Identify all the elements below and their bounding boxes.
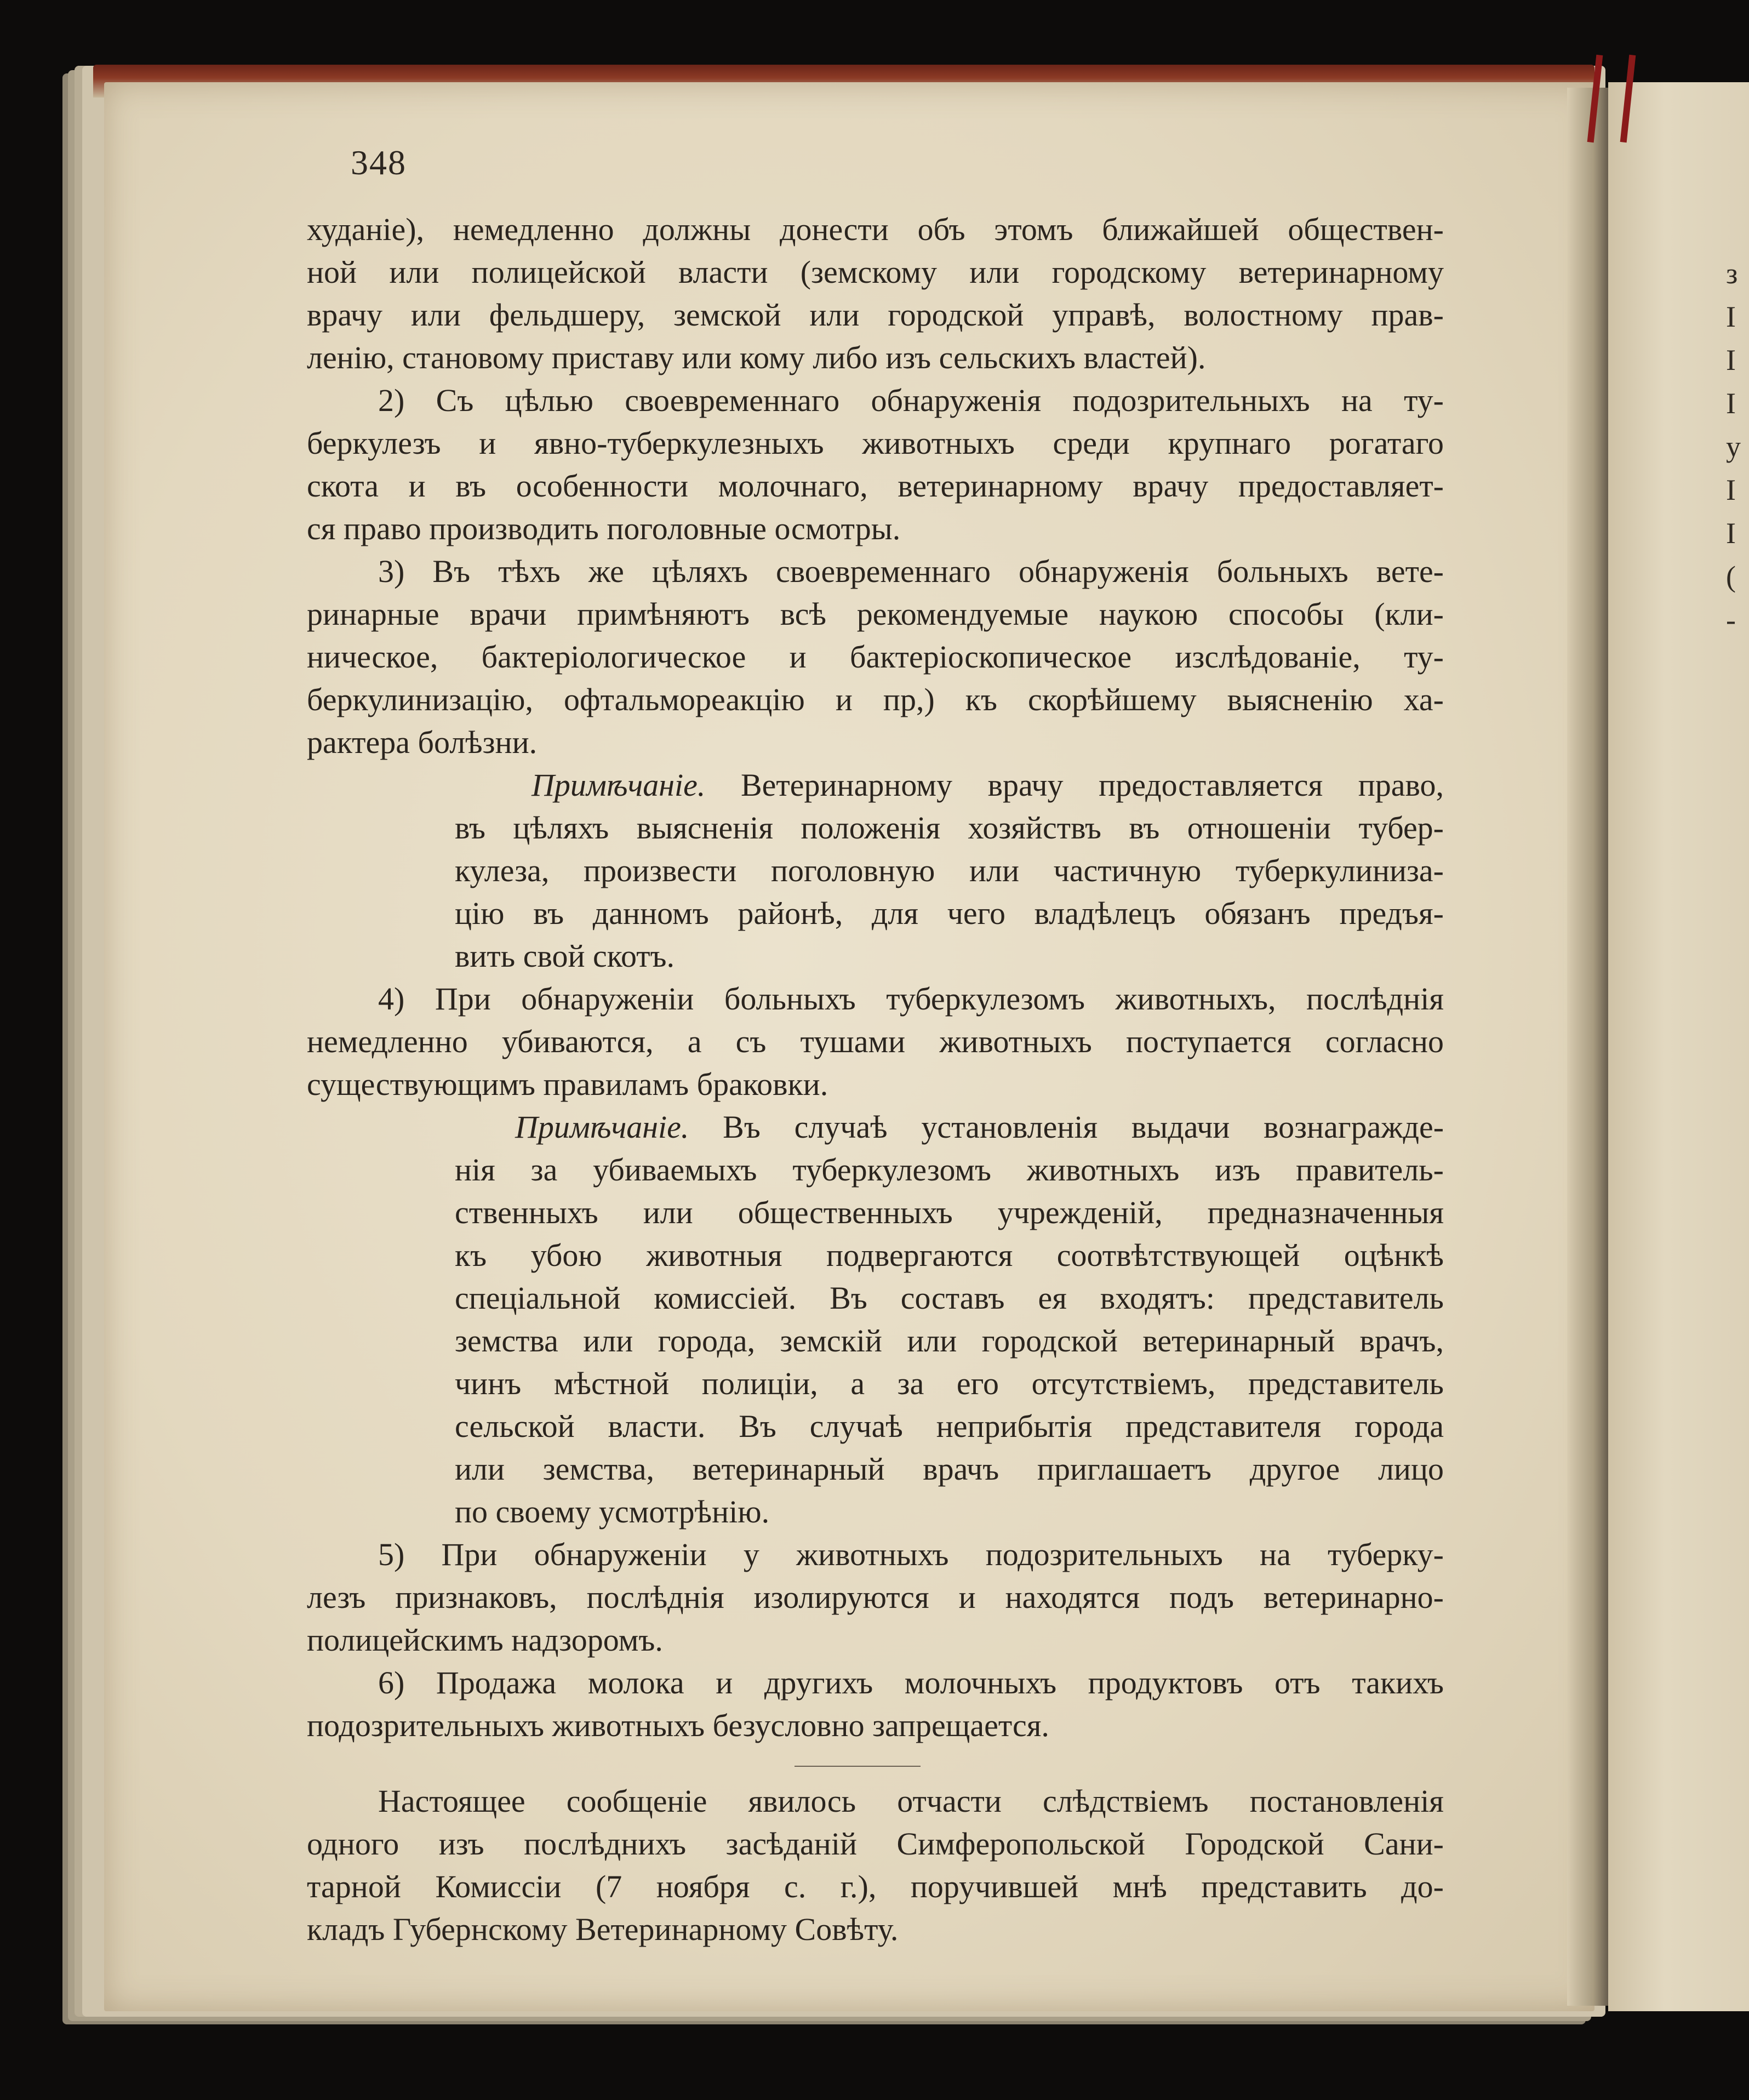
text-line: рактера болѣзни. bbox=[307, 724, 538, 760]
item-6-line: 6) Продажа молока и другихъ молочныхъ продуктовъ отъ такихъ bbox=[378, 1665, 1444, 1700]
note-line: кулеза, произвести поголовную или частичную туберкулиниза- bbox=[455, 853, 1444, 888]
text-line: полицейскимъ надзоромъ. bbox=[307, 1622, 663, 1658]
body-text bbox=[307, 208, 1444, 1951]
note-line: въ цѣляхъ выясненія положенія хозяйствъ въ отношеніи тубер- bbox=[455, 810, 1444, 846]
text-line: немедленно убиваются, а съ тушами животныхъ поступается согласно bbox=[307, 1024, 1444, 1059]
closing-paragraph-line: Настоящее сообщеніе явилось отчасти слѣдствіемъ постановленія bbox=[378, 1783, 1444, 1819]
section-divider bbox=[795, 1766, 921, 1767]
note-line: или земства, ветеринарный врачъ приглашаетъ другое лицо bbox=[455, 1451, 1444, 1487]
note-line: нія за убиваемыхъ туберкулезомъ животныхъ изъ правитель- bbox=[455, 1152, 1444, 1188]
text-line: беркулинизацію, офтальмореакцію и пр,) къ скорѣйшему выясненію ха- bbox=[307, 682, 1444, 717]
text-line: худаніе), немедленно должны донести объ этомъ ближайшей обществен- bbox=[307, 212, 1444, 247]
text-line: подозрительныхъ животныхъ безусловно запрещается. bbox=[307, 1708, 1049, 1743]
text-line: ся право производить поголовные осмотры. bbox=[307, 511, 901, 546]
note-line: вить свой скотъ. bbox=[455, 938, 675, 974]
note-1-first-line: Примѣчаніе. Ветеринарному врачу предоставляется право, bbox=[531, 767, 1444, 803]
text-line: ринарные врачи примѣняютъ всѣ рекомендуемые наукою способы (кли- bbox=[307, 596, 1444, 632]
note-label: Примѣчаніе. bbox=[531, 767, 706, 803]
text-line: лезъ признаковъ, послѣднія изолируются и находятся подъ ветеринарно- bbox=[307, 1579, 1444, 1615]
note-2-first-line: Примѣчаніе. Въ случаѣ установленія выдачи вознагражде- bbox=[515, 1109, 1444, 1145]
note-line: спеціальной комиссіей. Въ составъ ея входятъ: представитель bbox=[455, 1280, 1444, 1316]
item-3-line: 3) Въ тѣхъ же цѣляхъ своевременнаго обнаруженія больныхъ вете- bbox=[378, 553, 1444, 589]
item-4-line: 4) При обнаруженіи больныхъ туберкулезомъ животныхъ, послѣднія bbox=[378, 981, 1444, 1017]
text-line: скота и въ особенности молочнаго, ветеринарному врачу предоставляет- bbox=[307, 468, 1444, 504]
note-line: сельской власти. Въ случаѣ неприбытія представителя города bbox=[455, 1408, 1444, 1444]
text-line: ническое, бактеріологическое и бактеріоскопическое изслѣдованіе, ту- bbox=[307, 639, 1444, 675]
facing-page-text-fragments: з I I I у I I ( - bbox=[1726, 257, 1741, 636]
note-line: цію въ данномъ районѣ, для чего владѣлецъ обязанъ предъя- bbox=[455, 895, 1444, 931]
page-number: 348 bbox=[351, 143, 407, 182]
text-line: ленію, становому приставу или кому либо изъ сельскихъ властей). bbox=[307, 340, 1206, 375]
text-line: врачу или фельдшеру, земской или городской управѣ, волостному прав- bbox=[307, 297, 1444, 333]
text-line: существующимъ правиламъ браковки. bbox=[307, 1066, 828, 1102]
note-line: земства или города, земскій или городской ветеринарный врачъ, bbox=[455, 1323, 1444, 1359]
note-label: Примѣчаніе. bbox=[515, 1109, 689, 1145]
note-line: ственныхъ или общественныхъ учрежденій, предназначенныя bbox=[455, 1195, 1444, 1230]
book-gutter bbox=[1567, 88, 1611, 2006]
note-line: чинъ мѣстной полиціи, а за его отсутствіемъ, представитель bbox=[455, 1366, 1444, 1401]
text-line: кладъ Губернскому Ветеринарному Совѣту. bbox=[307, 1911, 899, 1947]
note-line: по своему усмотрѣнію. bbox=[455, 1494, 770, 1530]
text-line: ной или полицейской власти (земскому или городскому ветеринарному bbox=[307, 254, 1444, 290]
text-line: беркулезъ и явно-туберкулезныхъ животныхъ среди крупнаго рогатаго bbox=[307, 425, 1444, 461]
note-line: къ убою животныя подвергаются соотвѣтствующей оцѣнкѣ bbox=[455, 1237, 1444, 1273]
text-line: одного изъ послѣднихъ засѣданій Симферопольской Городской Сани- bbox=[307, 1826, 1444, 1862]
text-line: тарной Комиссіи (7 ноября с. г.), поручившей мнѣ представить до- bbox=[307, 1869, 1444, 1904]
item-5-line: 5) При обнаруженіи у животныхъ подозрительныхъ на туберку- bbox=[378, 1537, 1444, 1572]
item-2-line: 2) Съ цѣлью своевременнаго обнаруженія подозрительныхъ на ту- bbox=[378, 383, 1444, 418]
